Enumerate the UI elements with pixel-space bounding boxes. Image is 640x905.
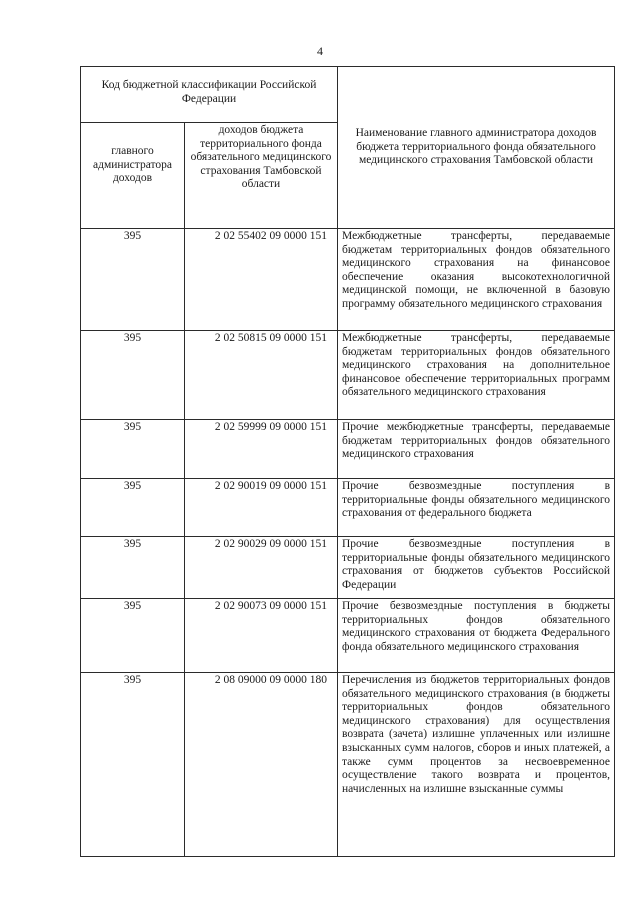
admin-code-cell: 395 (81, 479, 185, 537)
income-name-cell: Прочие межбюджетные трансферты, передаваемые бюджетам территориальных фондов обязательного медицинского страхования (338, 420, 615, 479)
income-code-cell: 2 02 90073 09 0000 151 (185, 599, 338, 673)
income-name-cell: Прочие безвозмездные поступления в бюджеты территориальных фондов обязательного медицинского страхования от бюджета Федерального фонда обязательного медицинского страхования (338, 599, 615, 673)
table-row (81, 599, 615, 673)
income-name-cell: Перечисления из бюджетов территориальных фондов обязательного медицинского страхования (в бюджеты территориальных фондов обязательного медицинского страхования) для осуществления возврата (зачета) излишне уплаченных или излишне взысканных сумм налогов, сборов и иных платежей, а также сумм процентов за несвоевременное осуществление такого возврата и процентов, начисленных на излишне взысканные суммы (338, 673, 615, 857)
income-code-cell: 2 02 55402 09 0000 151 (185, 229, 338, 331)
admin-code-cell: 395 (81, 599, 185, 673)
income-code-cell: 2 02 59999 09 0000 151 (185, 420, 338, 479)
income-name-cell: Межбюджетные трансферты, передаваемые бюджетам территориальных фондов обязательного медицинского страхования на финансовое обеспечение оказания высокотехнологичной медицинской помощи, не включенной в базовую программу обязательного медицинского страхования (338, 229, 615, 331)
admin-code-cell: 395 (81, 673, 185, 857)
header-budget-classification-code: Код бюджетной классификации Российской Федерации (81, 67, 338, 123)
table-row (81, 229, 615, 331)
admin-code-cell: 395 (81, 420, 185, 479)
table-row (81, 331, 615, 420)
admin-code-cell: 395 (81, 331, 185, 420)
table-row (81, 479, 615, 537)
budget-classification-table (80, 66, 615, 857)
admin-code-cell: 395 (81, 537, 185, 599)
income-name-cell: Прочие безвозмездные поступления в территориальные фонды обязательного медицинского страхования от федерального бюджета (338, 479, 615, 537)
income-code-cell: 2 02 90029 09 0000 151 (185, 537, 338, 599)
header-income-code: доходов бюджета территориального фонда обязательного медицинского страхования Тамбовской области (185, 123, 338, 229)
table-row (81, 673, 615, 857)
income-code-cell: 2 02 90019 09 0000 151 (185, 479, 338, 537)
table-row (81, 537, 615, 599)
table-row (81, 420, 615, 479)
income-code-cell: 2 02 50815 09 0000 151 (185, 331, 338, 420)
admin-code-cell: 395 (81, 229, 185, 331)
page-number: 4 (317, 44, 323, 58)
income-code-cell: 2 08 09000 09 0000 180 (185, 673, 338, 857)
table-header-row (81, 67, 615, 123)
header-administrator-name: Наименование главного администратора доходов бюджета территориального фонда обязательного медицинского страхования Тамбовской области (338, 67, 615, 229)
income-name-cell: Межбюджетные трансферты, передаваемые бюджетам территориальных фондов обязательного медицинского страхования на дополнительное финансовое обеспечение территориальных программ обязательного медицинского страхования (338, 331, 615, 420)
income-name-cell: Прочие безвозмездные поступления в территориальные фонды обязательного медицинского страхования от бюджетов субъектов Российской Федерации (338, 537, 615, 599)
header-main-administrator: главного администратора доходов (81, 123, 185, 229)
